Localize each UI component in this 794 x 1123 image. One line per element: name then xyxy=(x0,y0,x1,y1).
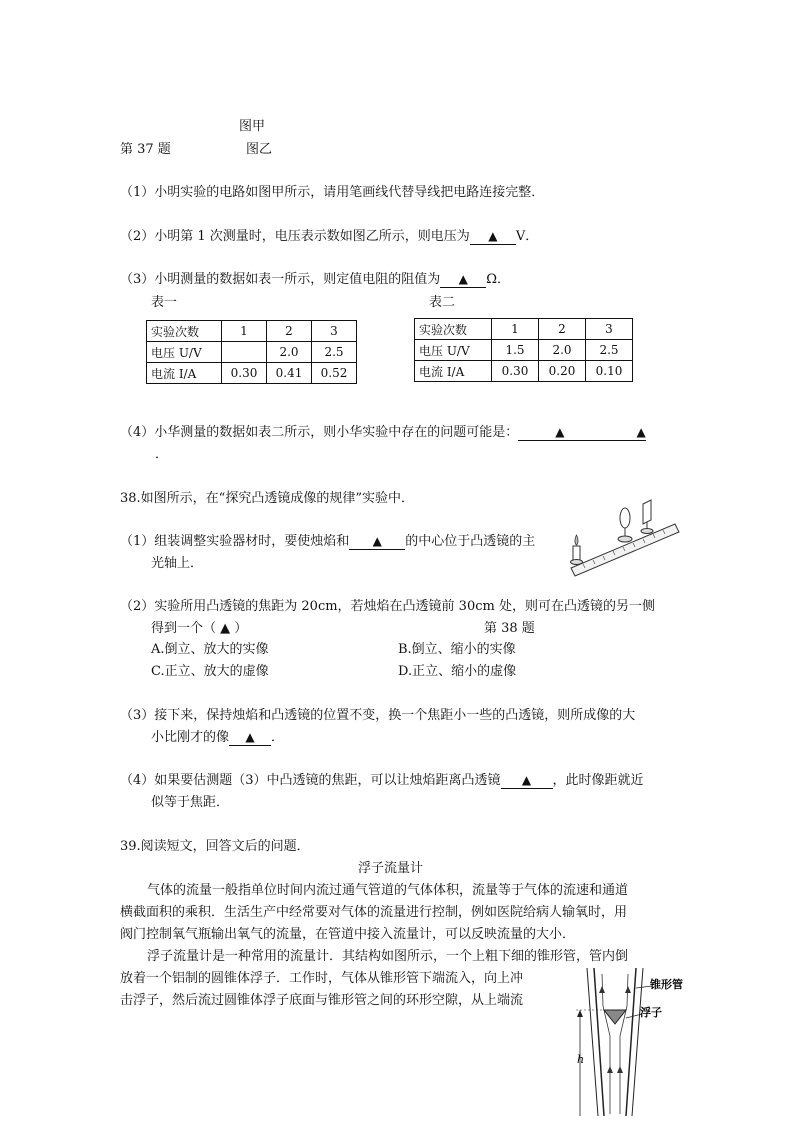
article-para1-line3: 阀门控制氧气瓶输出氧气的流量，在管道中接入流量计，可以反映流量的大小． xyxy=(120,927,576,942)
q37-part4-end: ． xyxy=(155,447,169,462)
table-row xyxy=(147,342,357,363)
option-a[interactable]: A.倒立、放大的实像 xyxy=(151,642,269,657)
table-cell: 2.0 xyxy=(267,342,312,363)
figure-38-caption: 第 38 题 xyxy=(484,621,535,636)
q38-part2-line1: （2）实验所用凸透镜的焦距为 20cm，若烛焰在凸透镜前 30cm 处，则可在凸透镜的另一侧 xyxy=(120,599,655,614)
table-row xyxy=(147,321,357,342)
option-c[interactable]: C.正立、放大的虚像 xyxy=(151,664,269,679)
table-cell: 0.10 xyxy=(586,361,633,382)
q37-part2 xyxy=(120,228,538,246)
table-cell: 电压 U/V xyxy=(415,340,492,361)
question-37-label: 第 37 题 xyxy=(120,142,171,157)
figure-a-caption: 图甲 xyxy=(239,119,266,134)
table1-title: 表一 xyxy=(151,295,178,310)
table-cell: 0.20 xyxy=(539,361,586,382)
article-para2-line2: 放着一个铝制的圆锥体浮子．工作时，气体从锥形管下端流入，向上冲 xyxy=(120,971,524,986)
q37-part4 xyxy=(120,424,646,442)
answer-mark: ▲ xyxy=(458,272,468,286)
q38-part3-end: ． xyxy=(271,730,285,745)
table-cell: 1 xyxy=(222,321,267,342)
answer-mark: ▲ xyxy=(636,425,646,439)
option-b[interactable]: B.倒立、缩小的实像 xyxy=(398,642,516,657)
table-cell: 实验次数 xyxy=(147,321,222,342)
q38-part4-text-2: ，此时像距就近 xyxy=(552,773,644,788)
label-tube: 锥形管 xyxy=(650,978,683,991)
answer-blank[interactable] xyxy=(518,425,646,441)
q38-part3-text: 小比刚才的像 xyxy=(151,730,230,745)
table-row xyxy=(415,340,633,361)
option-d[interactable]: D.正立、缩小的虚像 xyxy=(398,664,517,679)
q37-part3-text: （3）小明测量的数据如表一所示，则定值电阻的阻值为 xyxy=(120,272,441,287)
table-cell: 0.30 xyxy=(492,361,539,382)
article-title: 浮子流量计 xyxy=(358,861,424,876)
label-h: h xyxy=(577,1053,585,1066)
article-para2-line3: 击浮子，然后流过圆锥体浮子底面与锥形管之间的环形空隙，从上端流 xyxy=(120,993,524,1008)
table-cell: 2.0 xyxy=(539,340,586,361)
q37-part2-text: （2）小明第 1 次测量时，电压表示数如图乙所示，则电压为 xyxy=(120,229,470,244)
q38-part1-text-2: 的中心位于凸透镜的主 xyxy=(405,534,536,549)
table-row xyxy=(415,361,633,382)
label-float: 浮子 xyxy=(640,1006,662,1019)
question-38-intro: 38.如图所示，在“探究凸透镜成像的规律”实验中． xyxy=(120,491,414,506)
q38-part2-line2: 得到一个（ ▲ ） xyxy=(151,621,248,636)
q37-part3-unit: Ω． xyxy=(486,272,511,287)
table-cell: 3 xyxy=(312,321,357,342)
q38-part1-text: （1）组装调整实验器材时，要使烛焰和 xyxy=(120,534,350,549)
table-cell: 电流 I/A xyxy=(147,363,222,384)
answer-blank[interactable] xyxy=(501,773,553,789)
table-cell xyxy=(222,342,267,363)
table-cell: 实验次数 xyxy=(415,319,492,340)
data-table-2 xyxy=(414,318,633,382)
answer-mark: ▲ xyxy=(488,229,498,243)
answer-mark: ▲ xyxy=(372,534,382,548)
table-cell: 1.5 xyxy=(492,340,539,361)
q37-part3 xyxy=(120,271,510,289)
answer-blank[interactable] xyxy=(470,229,516,245)
q38-part3-line1: （3）接下来，保持烛焰和凸透镜的位置不变，换一个焦距小一些的凸透镜，则所成像的大 xyxy=(120,708,636,723)
table-cell: 电压 U/V xyxy=(147,342,222,363)
article-para1-line1: 气体的流量一般指单位时间内流过通气管道的气体体积，流量等于气体的流速和通道 xyxy=(147,883,629,898)
table-row xyxy=(415,319,633,340)
q38-part4-line2: 似等于焦距． xyxy=(151,795,230,810)
q38-part1-line2: 光轴上． xyxy=(151,556,204,571)
table-cell: 0.52 xyxy=(312,363,357,384)
answer-blank[interactable] xyxy=(349,534,405,550)
q38-part4 xyxy=(120,772,644,790)
table-cell: 2.5 xyxy=(586,340,633,361)
answer-mark: ▲ xyxy=(245,730,255,744)
table-cell: 1 xyxy=(492,319,539,340)
table-cell: 2 xyxy=(267,321,312,342)
q38-part4-text: （4）如果要估测题（3）中凸透镜的焦距，可以让烛焰距离凸透镜 xyxy=(120,773,501,788)
question-39-intro: 39.阅读短文，回答文后的问题． xyxy=(120,839,310,854)
optical-bench-figure xyxy=(563,490,683,584)
table-cell: 0.41 xyxy=(267,363,312,384)
flowmeter-figure xyxy=(570,966,740,1118)
table-cell: 0.30 xyxy=(222,363,267,384)
article-para1-line2: 横截面积的乘积．生活生产中经常要对气体的流量进行控制，例如医院给病人输氧时，用 xyxy=(120,905,628,920)
q37-part1: （1）小明实验的电路如图甲所示，请用笔画线代替导线把电路连接完整． xyxy=(120,185,545,200)
q37-part4-text: （4）小华测量的数据如表二所示，则小华实验中存在的问题可能是： xyxy=(120,425,519,440)
q38-part1 xyxy=(120,533,535,551)
data-table-1 xyxy=(146,320,357,384)
answer-blank[interactable] xyxy=(229,730,271,746)
figure-b-caption: 图乙 xyxy=(246,142,273,157)
q38-part3-line2 xyxy=(151,729,284,747)
answer-blank[interactable] xyxy=(440,272,486,288)
answer-mark: ▲ xyxy=(521,773,532,787)
table-row xyxy=(147,363,357,384)
table2-title: 表二 xyxy=(429,295,456,310)
q37-part2-unit: V． xyxy=(515,229,539,244)
article-para2-line1: 浮子流量计是一种常用的流量计．其结构如图所示，一个上粗下细的锥形管，管内倒 xyxy=(147,949,629,964)
table-cell: 2 xyxy=(539,319,586,340)
table-cell: 电流 I/A xyxy=(415,361,492,382)
table-cell: 2.5 xyxy=(312,342,357,363)
table-cell: 3 xyxy=(586,319,633,340)
answer-mark: ▲ xyxy=(555,425,565,439)
